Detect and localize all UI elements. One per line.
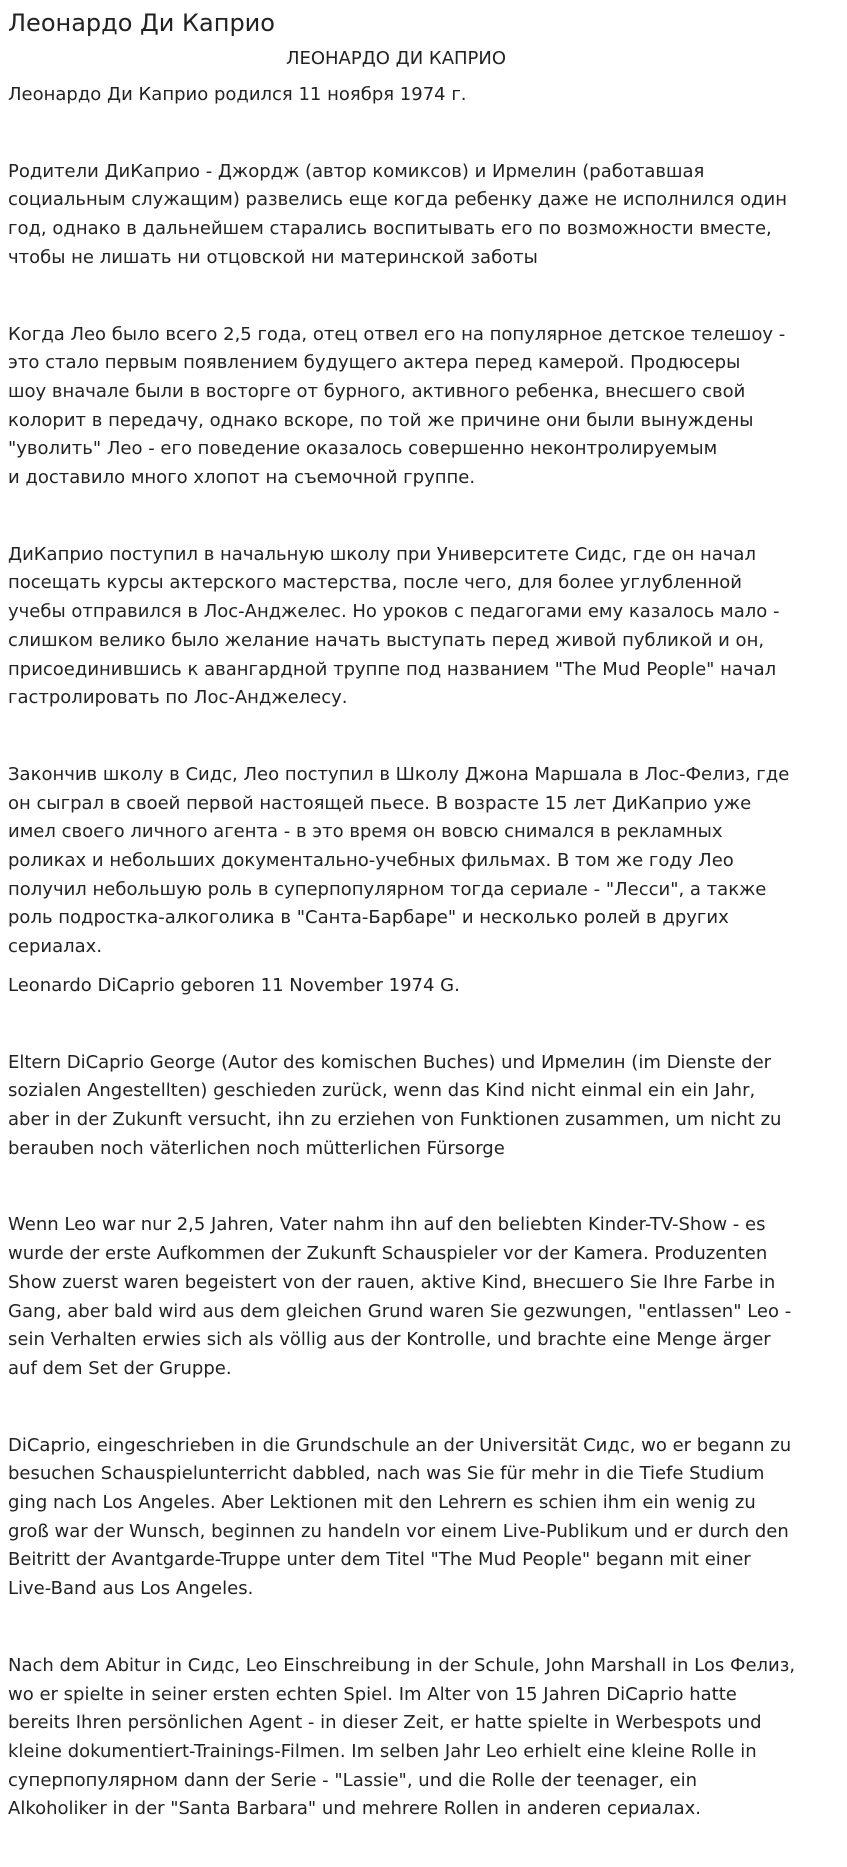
article-subtitle: ЛЕОНАРДО ДИ КАПРИО [285,48,507,69]
ru-birth-paragraph: Леонардо Ди Каприо родился 11 ноября 1974 г. [8,84,467,105]
ru-tv-show-paragraph: Когда Лео было всего 2,5 года, отец отвел его на популярное детское телешоу - это стало первым появлением будущего актера перед камерой. Продюсеры шоу вначале были в восторге от бурного, активного ребенка, внесшего свой колорит в передачу, однако вскоре, по той же причине они были вынуждены "уволить" Лео - его поведение оказалось совершенно неконтролируемым и доставило много хлопот на съемочной группе. [8,323,786,489]
de-career-paragraph: Nach dem Abitur in Сидс, Leo Einschreibung in der Schule, John Marshall in Los Фелиз, wo er spielte in seiner ersten echten Spiel. Im Alter von 15 Jahren DiCaprio hatte bereits Ihren persönlichen Agent - in dieser Zeit, er hatte spielte in Werbespots und kleine dokumentiert-Trainings-Filmen. Im selben Jahr Leo erhielt eine kleine Rolle in суперпопулярном dann der Serie - "Lassie", und die Rolle der teenager, ein Alkoholiker in der "Santa Barbara" und mehrere Rollen in anderen сериалах. [8,1654,796,1820]
ru-parents-paragraph: Родители ДиКаприо - Джордж (автор комиксов) и Ирмелин (работавшая социальным служащим) развелись еще когда ребенку даже не исполнился один год, однако в дальнейшем старались воспитывать его по возможности вместе, чтобы не лишать ни отцовской ни материнской заботы [8,160,788,268]
de-tv-show-paragraph: Wenn Leo war nur 2,5 Jahren, Vater nahm ihn auf den beliebten Kinder-TV-Show - es wurde der erste Aufkommen der Zukunft Schauspieler vor der Kamera. Produzenten Show zuerst waren begeistert von der rauen, aktive Kind, внесшего Sie Ihre Farbe in Gang, aber bald wird aus dem gleichen Grund waren Sie gezwungen, "entlassen" Leo - sein Verhalten erwies sich als völlig aus der Kontrolle, und brachte eine Menge ärger auf dem Set der Gruppe. [8,1214,792,1379]
ru-career-paragraph: Закончив школу в Сидс, Лео поступил в Школу Джона Маршала в Лос-Фелиз, где он сыграл в своей первой настоящей пьесе. В возрасте 15 лет ДиКаприо уже имел своего личного агента - в это время он вовсю снимался в рекламных роликах и небольших документально-учебных фильмах. В том же году Лео получил небольшую роль в суперпопулярном тогда сериале - "Лесси", а также роль подростка-алкоголика в "Санта-Барбаре" и несколько ролей в других сериалах. [8,763,790,958]
de-parents-paragraph: Eltern DiCaprio George (Autor des komischen Buches) und Ирмелин (im Dienste der sozialen Angestellten) geschieden zurück, wenn das Kind nicht einmal ein ein Jahr, aber in der Zukunft versucht, ihn zu erziehen von Funktionen zusammen, um nicht zu berauben noch väterlichen noch mütterlichen Fürsorge [8,1051,782,1159]
page-title: Леонардо Ди Каприо [8,9,275,37]
de-school-paragraph: DiCaprio, eingeschrieben in die Grundschule an der Universität Сидс, wo er begann zu besuchen Schauspielunterricht dabbled, nach was Sie für mehr in die Tiefe Studium ging nach Los Angeles. Aber Lektionen mit den Lehrern es schien ihm ein wenig zu groß war der Wunsch, beginnen zu handeln vor einem Live-Publikum und er durch den Beitritt der Avantgarde-Truppe unter dem Titel "The Mud People" begann mit einer Live-Band aus Los Angeles. [8,1434,792,1600]
ru-school-paragraph: ДиКаприо поступил в начальную школу при Университете Сидс, где он начал посещать курсы актерского мастерства, после чего, для более углубленной учебы отправился в Лос-Анджелес. Но уроков с педагогами ему казалось мало - слишком велико было желание начать выступать перед живой публикой и он, присоединившись к авангардной труппе под названием "The Mud People" начал гастролировать по Лос-Анджелесу. [8,543,780,709]
de-birth-paragraph: Leonardo DiCaprio geboren 11 November 1974 G. [8,974,460,996]
